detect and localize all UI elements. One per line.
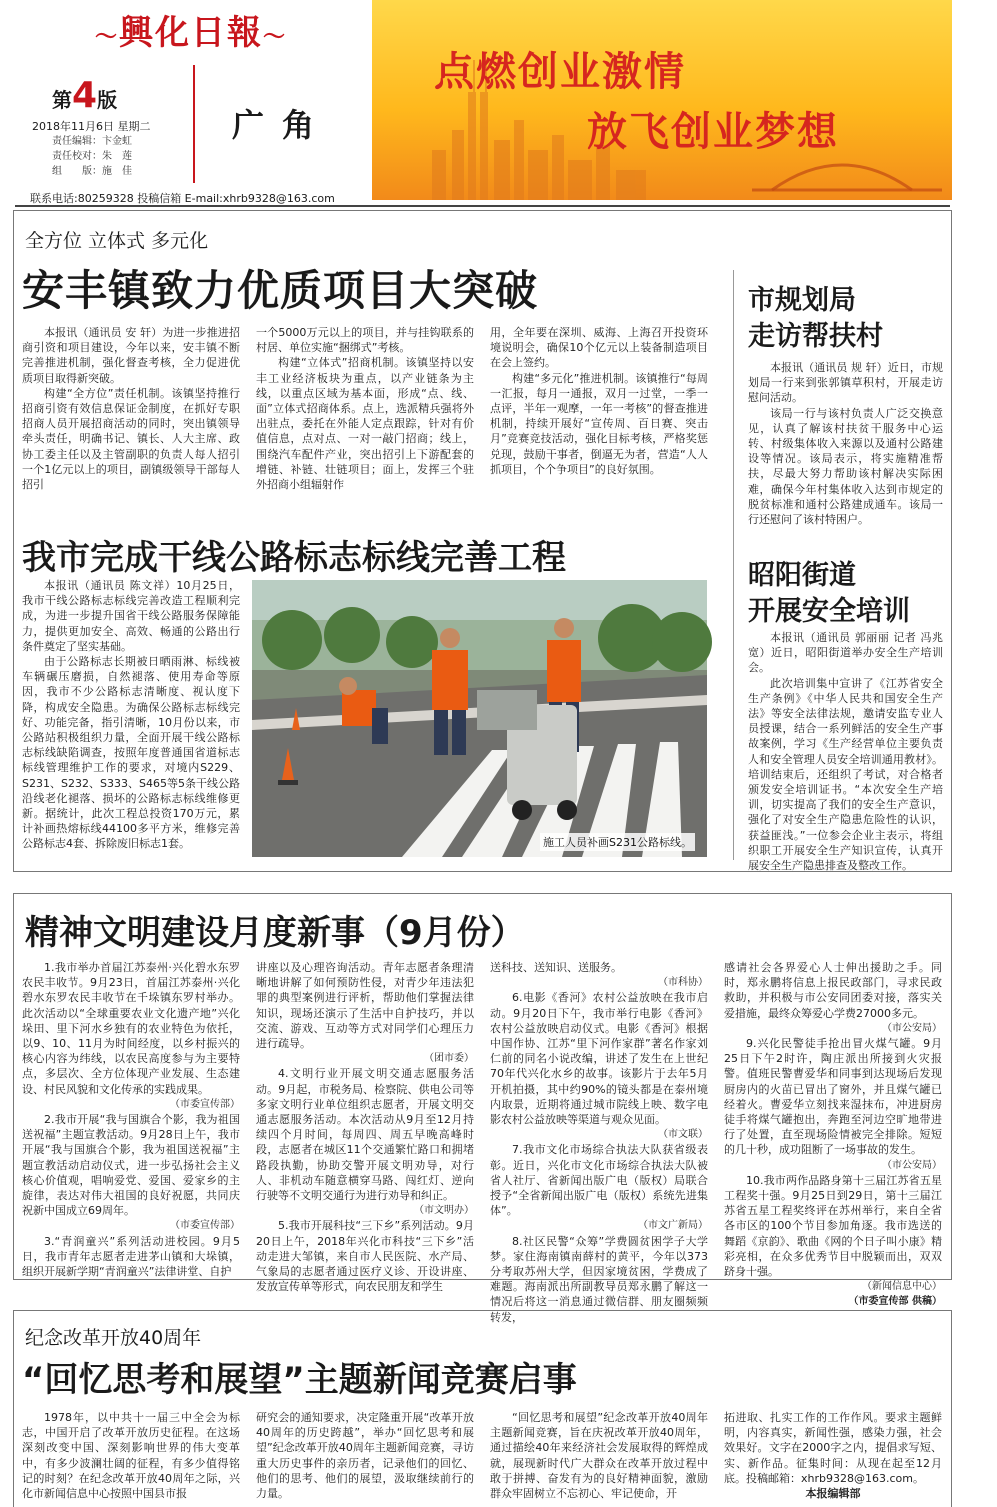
article5-col4	[724, 960, 942, 1308]
section-name: 广角	[232, 106, 333, 144]
edition-suffix: 版	[97, 88, 118, 112]
article2-body	[748, 360, 943, 525]
article6-col3	[490, 1410, 708, 1504]
article1-title: 安丰镇致力优质项目大突破	[22, 266, 539, 315]
article1-col3	[490, 325, 708, 495]
edition-prefix: 第	[52, 88, 72, 112]
edition-number: 4	[72, 75, 98, 116]
column-divider	[733, 270, 734, 860]
paragraph: 本报讯（通讯员 郭丽丽 记者 冯兆宽）近日，昭阳街道举办安全生产培训会。	[748, 631, 943, 675]
article1-col1	[22, 325, 240, 495]
source-tag: （市文明办）	[414, 1205, 474, 1217]
staff-layout: 组 版：施 佳	[52, 166, 132, 177]
article3-title: 我市完成干线公路标志标线完善工程	[22, 538, 566, 578]
article6-title: “回忆思考和展望”主题新闻竞赛启事	[22, 1360, 577, 1400]
paragraph: 10.我市两作品路身第十三届江苏省五星工程奖十强。9月25日到29日，第十三届江苏省五星工程奖终评在苏州举行，来自全省各市区的100个节目参加角逐。我市选送的舞蹈《京韵》、歌曲《网的个日子叫小康》精彩亮相，在众多优秀节目中脱颖而出，双双跻身十强。	[724, 1173, 942, 1279]
paragraph: 该局一行与该村负责人广泛交换意见，认真了解该村扶贫干服务中心运转、村级集体收入来源以及通村公路建设等情况。该局表示，将实施精准帮扶，尽最大努力帮助该村解决实际困难，确保今年村集体收入达到市规定的脱贫标准和通村公路建成通车。该局一行还慰问了该村特困户。	[748, 406, 943, 527]
article5-title: 精神文明建设月度新事（9月份）	[25, 913, 525, 953]
paragraph: 此次培训集中宣讲了《江苏省安全生产条例》《中华人民共和国安全生产法》等安全法律法规，邀请安监专业人员授课，结合一系列鲜活的安全生产事故案例，学习《生产经营单位主要负责人和安全管理人员安全培训通用教材》。培训结束后，还组织了考试，对合格者颁发安全培训证书。“本次安全生产培训，切实提高了我们的安全生产意识，强化了对安全生产隐患危险性的认识，获益匪浅。”一位参会企业主表示，将组织职工开展安全生产知识宣传，认真开展安全生产隐患排查及整改工作。	[748, 676, 943, 873]
paragraph: 用，全年要在深圳、威海、上海召开投资环境说明会，确保10个亿元以上装备制造项目在会上签约。	[490, 326, 708, 370]
staff-proofreader: 责任校对：朱 莲	[52, 151, 132, 162]
paragraph: 构建“立体式”招商机制。该镇坚持以安丰工业经济板块为重点，以产业链条为主线，以重点区域为基本面，形成“点、线、面”立体式招商体系。点上，选派精兵强将外出驻点，委托在外能人定点跟踪，针对有价值信息，点对点、一对一敲门招商；线上，围绕汽车配件产业，突出招引上下游配套的增链、补链、壮链项目；面上，发挥三个驻外招商小组辐射作	[256, 356, 474, 492]
source-tag: （市科协）	[658, 977, 708, 989]
article2-title	[748, 283, 883, 355]
photo-caption: 施工人员补画S231公路标线。	[540, 833, 695, 851]
paragraph: 6.电影《香河》农村公益放映在我市启动。9月20日下午，我市举行电影《香河》农村公益放映启动仪式。电影《香河》根据中国作协、江苏“里下河作家群”著名作家刘仁前的同名小说改编，讲述了发生在上世纪70年代兴化水乡的故事。该影片于去年5月开机拍摄，其中约90%的镜头都是在泰州境内取景，近期将通过城市院线上映、数字电影农村公益放映等渠道与观众见面。	[490, 991, 708, 1127]
source-tag: （市文广新局）	[638, 1220, 708, 1232]
article5-col2	[256, 960, 474, 1294]
road-marking-photo	[252, 580, 707, 857]
paragraph: 本报讯（通讯员 安 轩）为进一步推进招商引资和项目建设，今年以来，安丰镇不断完善推进机制，强化督查考核，全力促进优质项目取得新突破。	[22, 326, 240, 385]
article4-body	[748, 630, 943, 873]
article6-col4	[724, 1410, 942, 1504]
article6-col1	[22, 1410, 240, 1504]
banner	[372, 0, 952, 200]
paragraph: 1.我市举办首届江苏泰州·兴化碧水东罗农民丰收节。9月23日，首届江苏泰州·兴化碧水东罗农民丰收节在千垛镇东罗村举办。此次活动以“全球重要农业文化遗产地”兴化垛田、里下河水乡独有的农业特色为依托，以9、10、11月为时间经度，以乡村振兴的核心内容为纬线，以农民高度参与为主要特点，多层次、全方位体现产业发展、生态建设、村民风貌和文化传承的实践成果。	[22, 961, 240, 1096]
photo-illustration	[252, 580, 707, 857]
article4-title-line2: 开展安全培训	[748, 596, 910, 627]
source-tag: （团市委）	[424, 1053, 474, 1065]
paragraph: 感请社会各界爱心人士伸出援助之手。同时，郑永鹏将信息上报民政部门，寻求民政救助，并积极与市公安同团委对接，落实关爱措施，最终众筹爱心学费27000多元。	[724, 961, 942, 1020]
source-tag: （市委宣传部）	[170, 1098, 240, 1110]
paragraph: 拓进取、扎实工作的工作作风。要求主题鲜明，内容真实，新闻性强，感染力强，社会效果好。文字在2000字之内，提倡求写短、实、新作品。征集时间：从现在起至12月底。投稿邮箱：xhrb9328@163.com。	[724, 1411, 942, 1485]
contact-line: 联系电话:80259328 投稿信箱 E-mail:xhrb9328@163.com	[30, 192, 335, 205]
source-tag: （市公安局）	[882, 1159, 942, 1171]
article2-title-line1: 市规划局	[748, 285, 856, 316]
paragraph: 4.文明行业开展文明交通志愿服务活动。9月起，市税务局、检察院、供电公司等多家文明行业单位组织志愿者，开展文明交通志愿服务活动。本次活动从9月至12月持续四个月时间，每周四、周五早晚高峰时段，志愿者在城区11个交通繁忙路口和拥堵路段执勤，协助交警开展文明劝导，对行人、非机动车随意横穿马路、闯红灯、逆向行驶等不文明交通行为进行劝导和纠正。	[256, 1067, 474, 1203]
paragraph: 3.“青润童兴”系列活动进校园。9月5日，我市青年志愿者走进茅山镇和大垛镇，组织开展新学期“青润童兴”法律讲堂、自护	[22, 1234, 240, 1279]
article2-title-line2: 走访帮扶村	[748, 321, 883, 352]
paragraph: 一个5000万元以上的项目，并与挂钩联系的村居、单位实施“捆绑式”考核。	[256, 326, 474, 355]
paragraph: 由于公路标志长期被日晒雨淋、标线被车辆碾压磨损，自然褪落、使用寿命等原因，我市不少公路标志清晰度、视认度下降，构成安全隐患。为确保公路标志标线完好、功能完备，指引清晰，10月份以来，市公路站积极组织力量，全面开展干线公路标志标线缺陷调查，按照年度普通国省道标志标线管理维护工作的要求，对境内S229、S231、S232、S333、S465等5条干线公路沿线老化褪落、损坏的公路标志标线维修更新。据统计，此次工程总投资170万元，累计补画热熔标线44100多平方米，维修完善公路标志4套、拆除废旧标志1套。	[22, 655, 240, 851]
staff-list	[52, 134, 132, 179]
paragraph: 9.兴化民警徒手抢出冒火煤气罐。9月25日下午2时许，陶庄派出所接到火灾报警。值班民警曹爱华和同事到达现场后发现厨房内的火苗已冒出了窗外，并且煤气罐已经着火。曹爱华立刻找来湿抹布，冲进厨房徒手将煤气罐抱出，奔跑至河边空旷地带进行了处置，直至现场险情被完全排除。短短的几十秒，成功阻断了一场事故的发生。	[724, 1037, 942, 1157]
edition-label	[52, 75, 117, 116]
paragraph: 讲座以及心理咨询活动。青年志愿者条理清晰地讲解了如何预防性侵，对青少年违法犯罪的典型案例进行评析，帮助他们掌握法律知识，现场还演示了生活中自护技巧，并以交流、游戏、互动等方式对同学们心理压力进行疏导。	[256, 961, 474, 1051]
source-tag: （市委宣传部 供稿）	[848, 1296, 942, 1308]
paragraph: 2.我市开展“我与国旗合个影，我为祖国送祝福”主题宣教活动。9月28日上午，我市开展“我与国旗合个影，我为祖国送祝福”主题宣教活动启动仪式，进一步弘扬社会主义核心价值观，唱响爱党、爱国、爱家乡的主旋律，表达对伟大祖国的良好祝愿，共同庆祝新中国成立69周年。	[22, 1113, 240, 1218]
article1-kicker: 全方位 立体式 多元化	[25, 230, 209, 252]
paragraph: 1978年，以中共十一届三中全会为标志，中国开启了改革开放历史征程。在这场深刻改变中国、深刻影响世界的伟大变革中，有多少波澜壮阔的征程，有多少值得铭记的时刻？在纪念改革开放40周年之际，兴化市新闻信息中心按照中国县市报	[22, 1411, 240, 1501]
banner-line-2: 放飞创业梦想	[587, 109, 839, 155]
banner-line-1: 点燃创业激情	[434, 49, 686, 95]
staff-editor: 责任编辑：卞金虹	[52, 136, 132, 147]
source-tag: （市文联）	[658, 1129, 708, 1141]
article6-col2	[256, 1410, 474, 1504]
paragraph: 送科技、送知识、送服务。	[490, 961, 622, 974]
paragraph: 构建“全方位”责任机制。该镇坚持推行招商引资有效信息保证金制度，在抓好专职招商人员开展招商活动的同时，突出镇领导牵头责任，明确书记、镇长、人大主席、政协工委主任以及主管副职的负责人每人招引一个1亿元以上的项目，副镇级领导干部每人招引	[22, 386, 240, 492]
paragraph: 8.社区民警“众筹”学费圆贫困学子大学梦。家住海南镇南薛村的黄平，今年以373分考取苏州大学，但因家境贫困，学费成了难题。海南派出所副教导员郑永鹏了解这一情况后将这一消息通过微信群、朋友圈频频转发，	[490, 1234, 708, 1324]
paragraph: 5.我市开展科技“三下乡”系列活动。9月20日上午，2018年兴化市科技“三下乡”活动走进大邹镇，来自市人民医院、水产局、气象局的志愿者通过医疗义诊、开设讲座、发放宣传单等形式，向农民朋友和学生	[256, 1219, 474, 1294]
article1-col2	[256, 325, 474, 495]
paragraph: 构建“多元化”推进机制。该镇推行“每周一汇报，每月一通报，双月一过堂，一季一点评，半年一观摩，一年一考核”的督查推进机制，持续开展好“宣传周、百日赛、突击月”竞赛竞技活动，强化目标考核，严格奖惩兑现，鼓励干事者，倒逼无为者，营造“人人抓项目，个个争项目”的良好氛围。	[490, 371, 708, 476]
article4-title-line1: 昭阳街道	[748, 560, 856, 591]
paragraph: 7.我市文化市场综合执法大队获省级表彰。近日，兴化市文化市场综合执法大队被省人社厅、省新闻出版广电（版权）局联合授予“全省新闻出版广电（版权）系统先进集体”。	[490, 1143, 708, 1218]
paragraph: 研究会的通知要求，决定隆重开展“改革开放40周年的历史跨越”，举办“回忆思考和展望”纪念改革开放40周年主题新闻竞赛，寻访重大历史事件的亲历者，记录他们的回忆、他们的思考、他们的展望，汲取继续前行的力量。	[256, 1411, 474, 1501]
article3-body	[22, 578, 240, 858]
article4-title	[748, 558, 910, 630]
paper-logo	[95, 5, 287, 54]
article6-kicker: 纪念改革开放40周年	[25, 1327, 202, 1349]
logo-flourish-icon: 〜	[95, 24, 120, 50]
issue-date: 2018年11月6日 星期二	[32, 120, 151, 133]
source-tag: 本报编辑部	[805, 1487, 861, 1501]
article5-col1	[22, 960, 240, 1279]
paper-name: 興化日報	[119, 13, 264, 53]
source-tag: （市委宣传部）	[170, 1220, 240, 1232]
header-rule	[15, 205, 950, 207]
source-tag: （新闻信息中心）	[862, 1281, 942, 1293]
paragraph: “回忆思考和展望”纪念改革开放40周年主题新闻竞赛，旨在庆祝改革开放40周年，通过描绘40年来经济社会发展取得的辉煌成就，展现新时代广大群众在改革开放过程中敢于拼搏、奋发有为的良好精神面貌，激励群众牢固树立不忘初心、牢记使命，开	[490, 1411, 708, 1501]
article5-col3	[490, 960, 708, 1324]
paragraph: 本报讯（通讯员 规 轩）近日，市规划局一行来到张郭镇草积村，开展走访慰问活动。	[748, 361, 943, 405]
logo-flourish-icon: 〜	[263, 24, 288, 50]
masthead-divider	[193, 65, 195, 183]
source-tag: （市公安局）	[882, 1022, 942, 1034]
paragraph: 本报讯（通讯员 陈文祥）10月25日，我市干线公路标志标线完善改造工程顺利完成，为进一步提升国省干线公路服务保障能力，提供更加安全、高效、畅通的公路出行条件奠定了坚实基础。	[22, 579, 240, 653]
